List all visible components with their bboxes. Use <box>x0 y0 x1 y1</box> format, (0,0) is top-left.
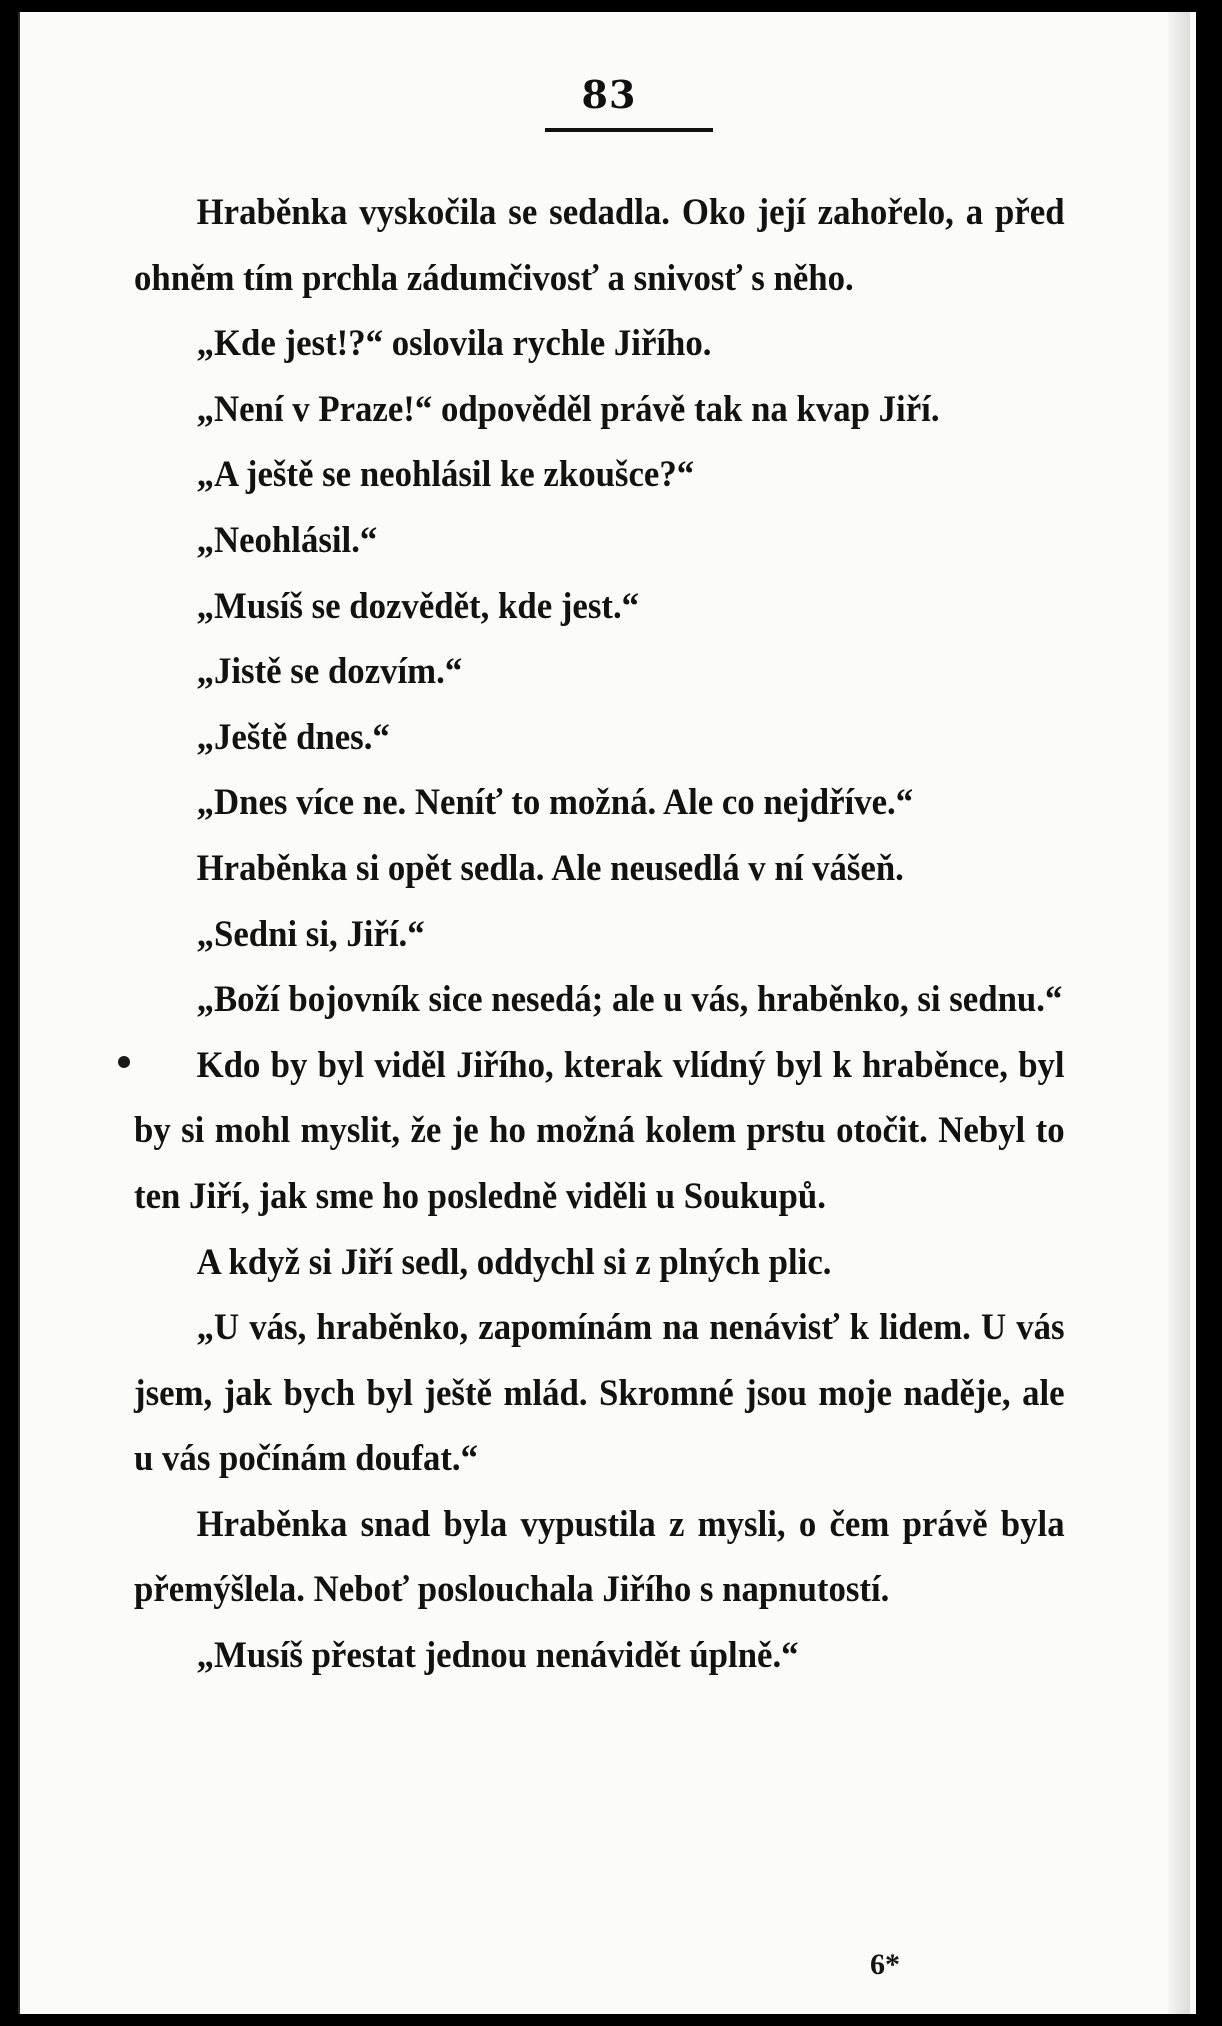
paragraph: Hraběnka si opět sedla. Ale neusedlá v ní vášeň. <box>196 847 904 889</box>
ink-speck <box>118 1056 130 1068</box>
page-body-text <box>134 180 1065 1689</box>
paragraph: Hraběnka vyskočila se sedadla. Oko její zahořelo, a před ohněm tím prchla zádumčivosť a snivosť s něho. <box>134 192 1065 299</box>
paragraph: Hraběnka snad byla vypustila z mysli, o čem právě byla přemýšlela. Neboť poslouchala Jiřího s napnutostí. <box>134 1503 1065 1611</box>
paragraph: „Neohlásil.“ <box>196 519 378 561</box>
book-page <box>18 12 1196 2014</box>
paragraph: „Jistě se dozvím.“ <box>196 651 463 693</box>
binding-shadow <box>1168 12 1190 2014</box>
paragraph: „A ještě se neohlásil ke zkoušce?“ <box>196 454 695 496</box>
paragraph: „Kde jest!?“ oslovila rychle Jiřího. <box>196 323 712 365</box>
paragraph: Kdo by byl viděl Jiřího, kterak vlídný byl k hraběnce, byl by si mohl myslit, že je ho možná kolem prstu otočit. Nebyl to ten Jiří, jak sme ho posledně viděli u Soukupů. <box>134 1044 1065 1217</box>
paragraph: „Boží bojovník sice nesedá; ale u vás, hraběnko, si sednu.“ <box>196 979 1063 1021</box>
page-number: 83 <box>581 72 637 117</box>
paragraph: A když si Jiří sedl, oddychl si z plných plic. <box>196 1241 832 1283</box>
paragraph: „Musíš přestat jednou nenávidět úplně.“ <box>196 1635 799 1677</box>
paragraph: „Není v Praze!“ odpověděl právě tak na kvap Jiří. <box>196 388 940 430</box>
paragraph: „Sedni si, Jiří.“ <box>196 913 425 955</box>
header-rule <box>545 128 713 132</box>
paragraph: „U vás, hraběnko, zapomínám na nenávisť k lidem. U vás jsem, jak bych byl ještě mlád. Skromné jsou moje naděje, ale u vás počínám doufat.“ <box>134 1307 1065 1480</box>
paragraph: „Ještě dnes.“ <box>196 716 390 758</box>
signature-mark: 6* <box>870 1948 900 1981</box>
paragraph: „Musíš se dozvědět, kde jest.“ <box>196 585 640 627</box>
paragraph: „Dnes více ne. Neníť to možná. Ale co nejdříve.“ <box>196 782 914 824</box>
